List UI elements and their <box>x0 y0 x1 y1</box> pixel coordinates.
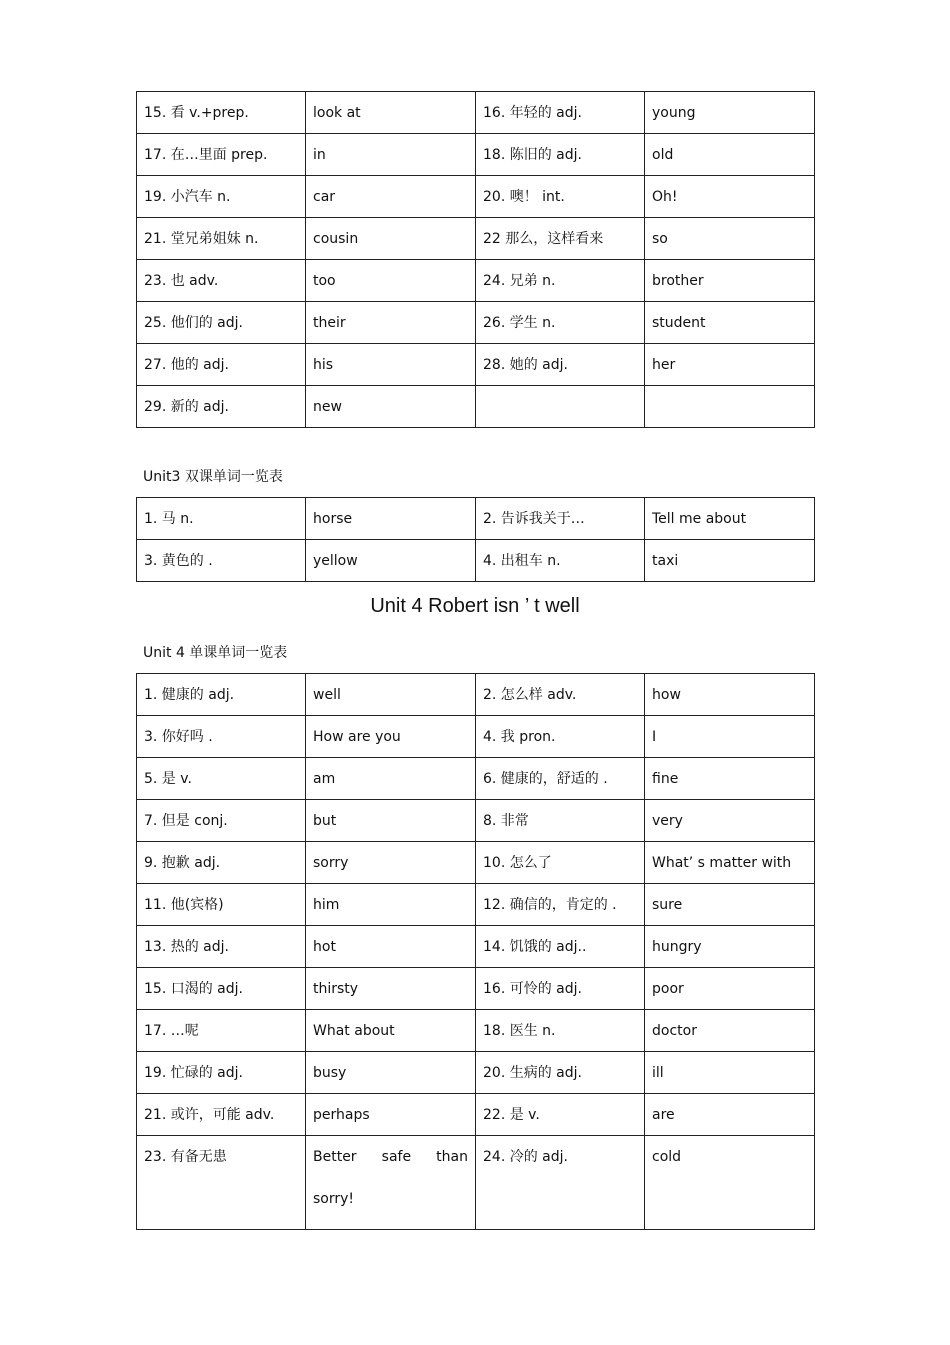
vocab-table-unit3-single <box>136 91 815 428</box>
chinese-term: 12. 确信的，肯定的 . <box>476 884 645 926</box>
empty-cell <box>645 386 815 428</box>
chinese-term: 6. 健康的，舒适的 . <box>476 758 645 800</box>
english-term: so <box>645 218 815 260</box>
chinese-term: 25. 他们的 adj. <box>137 302 306 344</box>
table-row <box>137 218 815 260</box>
table-row <box>137 1136 815 1230</box>
chinese-term: 1. 健康的 adj. <box>137 674 306 716</box>
english-term: new <box>306 386 476 428</box>
chinese-term: 3. 你好吗 . <box>137 716 306 758</box>
chinese-term: 23. 有备无患 <box>137 1136 306 1230</box>
chinese-term: 4. 出租车 n. <box>476 540 645 582</box>
table-row <box>137 386 815 428</box>
english-term: how <box>645 674 815 716</box>
chinese-term: 2. 怎么样 adv. <box>476 674 645 716</box>
table-row <box>137 498 815 540</box>
table-row <box>137 758 815 800</box>
english-term: too <box>306 260 476 302</box>
chinese-term: 28. 她的 adj. <box>476 344 645 386</box>
table-row <box>137 1052 815 1094</box>
chinese-term: 24. 冷的 adj. <box>476 1136 645 1230</box>
english-term: perhaps <box>306 1094 476 1136</box>
english-term: old <box>645 134 815 176</box>
english-term: taxi <box>645 540 815 582</box>
chinese-term: 23. 也 adv. <box>137 260 306 302</box>
unit3-caption: Unit3 双课单词一览表 <box>143 469 283 485</box>
chinese-term: 17. …呢 <box>137 1010 306 1052</box>
english-term: thirsty <box>306 968 476 1010</box>
chinese-term: 15. 看 v.+prep. <box>137 92 306 134</box>
chinese-term: 22. 是 v. <box>476 1094 645 1136</box>
english-term: are <box>645 1094 815 1136</box>
english-term: What’ s matter with <box>645 842 815 884</box>
empty-cell <box>476 386 645 428</box>
english-term: How are you <box>306 716 476 758</box>
table-row <box>137 176 815 218</box>
english-term: doctor <box>645 1010 815 1052</box>
english-term: hungry <box>645 926 815 968</box>
chinese-term: 21. 堂兄弟姐妹 n. <box>137 218 306 260</box>
table-row <box>137 302 815 344</box>
english-term: Better safe than sorry! <box>306 1136 476 1230</box>
chinese-term: 18. 医生 n. <box>476 1010 645 1052</box>
chinese-term: 22 那么，这样看来 <box>476 218 645 260</box>
english-term: in <box>306 134 476 176</box>
chinese-term: 4. 我 pron. <box>476 716 645 758</box>
english-term: brother <box>645 260 815 302</box>
chinese-term: 19. 忙碌的 adj. <box>137 1052 306 1094</box>
chinese-term: 24. 兄弟 n. <box>476 260 645 302</box>
chinese-term: 15. 口渴的 adj. <box>137 968 306 1010</box>
chinese-term: 16. 可怜的 adj. <box>476 968 645 1010</box>
chinese-term: 21. 或许，可能 adv. <box>137 1094 306 1136</box>
table-row <box>137 134 815 176</box>
chinese-term: 11. 他(宾格) <box>137 884 306 926</box>
table-row <box>137 92 815 134</box>
table-row <box>137 1094 815 1136</box>
english-term: poor <box>645 968 815 1010</box>
english-term: horse <box>306 498 476 540</box>
english-term: but <box>306 800 476 842</box>
english-term: very <box>645 800 815 842</box>
english-term: sorry <box>306 842 476 884</box>
chinese-term: 17. 在…里面 prep. <box>137 134 306 176</box>
table-row <box>137 1010 815 1052</box>
unit4-title: Unit 4 Robert isn ’ t well <box>370 595 580 617</box>
english-term: I <box>645 716 815 758</box>
english-term: cousin <box>306 218 476 260</box>
table-row <box>137 674 815 716</box>
chinese-term: 20. 噢！ int. <box>476 176 645 218</box>
unit4-caption: Unit 4 单课单词一览表 <box>143 645 288 661</box>
chinese-term: 2. 告诉我关于… <box>476 498 645 540</box>
english-term: look at <box>306 92 476 134</box>
english-term: Tell me about <box>645 498 815 540</box>
english-term: young <box>645 92 815 134</box>
english-term: their <box>306 302 476 344</box>
chinese-term: 1. 马 n. <box>137 498 306 540</box>
chinese-term: 7. 但是 conj. <box>137 800 306 842</box>
chinese-term: 27. 他的 adj. <box>137 344 306 386</box>
english-term: ill <box>645 1052 815 1094</box>
chinese-term: 20. 生病的 adj. <box>476 1052 645 1094</box>
table-row <box>137 842 815 884</box>
vocab-table-unit3-double <box>136 497 815 582</box>
table-row <box>137 800 815 842</box>
english-term: student <box>645 302 815 344</box>
table-row <box>137 344 815 386</box>
english-term: cold <box>645 1136 815 1230</box>
table-row <box>137 968 815 1010</box>
chinese-term: 19. 小汽车 n. <box>137 176 306 218</box>
english-term: his <box>306 344 476 386</box>
english-term: sure <box>645 884 815 926</box>
chinese-term: 16. 年轻的 adj. <box>476 92 645 134</box>
english-term: well <box>306 674 476 716</box>
chinese-term: 8. 非常 <box>476 800 645 842</box>
english-term: am <box>306 758 476 800</box>
english-term: Oh! <box>645 176 815 218</box>
chinese-term: 29. 新的 adj. <box>137 386 306 428</box>
chinese-term: 5. 是 v. <box>137 758 306 800</box>
table-row <box>137 884 815 926</box>
table-row <box>137 926 815 968</box>
english-term: hot <box>306 926 476 968</box>
chinese-term: 10. 怎么了 <box>476 842 645 884</box>
table-row <box>137 716 815 758</box>
chinese-term: 26. 学生 n. <box>476 302 645 344</box>
english-term: him <box>306 884 476 926</box>
chinese-term: 14. 饥饿的 adj.. <box>476 926 645 968</box>
english-term: fine <box>645 758 815 800</box>
english-term: her <box>645 344 815 386</box>
chinese-term: 9. 抱歉 adj. <box>137 842 306 884</box>
chinese-term: 13. 热的 adj. <box>137 926 306 968</box>
vocab-table-unit4-single <box>136 673 815 1230</box>
english-term: busy <box>306 1052 476 1094</box>
table-row <box>137 540 815 582</box>
english-term: yellow <box>306 540 476 582</box>
english-term: car <box>306 176 476 218</box>
chinese-term: 3. 黄色的 . <box>137 540 306 582</box>
table-row <box>137 260 815 302</box>
english-term: What about <box>306 1010 476 1052</box>
chinese-term: 18. 陈旧的 adj. <box>476 134 645 176</box>
